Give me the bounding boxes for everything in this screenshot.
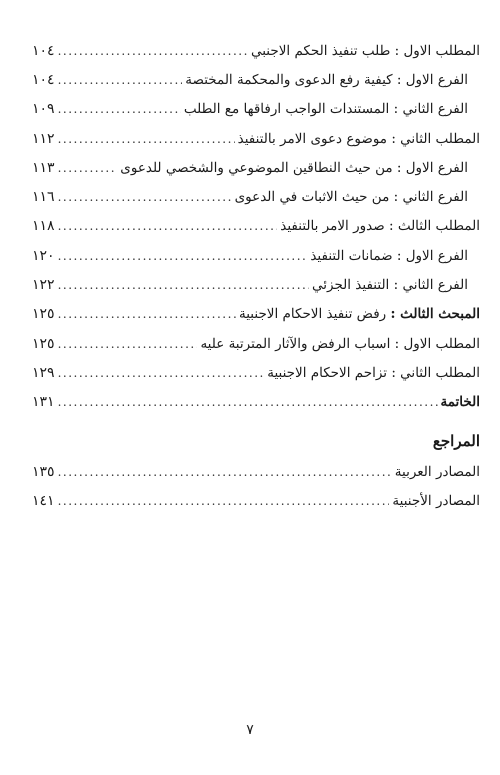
toc-entry-title: الفرع الاول : كيفية رفع الدعوى والمحكمة المختصة	[185, 71, 468, 88]
toc-entry-page: ١١٣	[32, 159, 55, 176]
toc-entry-title: المطلب الثاني : تزاحم الاحكام الاجنبية	[267, 364, 480, 381]
conclusion-label: الخاتمة	[440, 394, 480, 411]
toc-entry	[32, 300, 480, 329]
dot-leader	[58, 219, 278, 233]
toc-entry-title: الفرع الثاني : من حيث الاثبات في الدعوى	[234, 189, 468, 206]
toc-entry-page: ١٢٠	[32, 247, 55, 264]
toc-entry	[32, 153, 480, 182]
toc-entry	[32, 358, 480, 387]
toc-entry	[32, 457, 480, 486]
dot-leader	[58, 132, 235, 146]
dot-leader	[58, 395, 438, 409]
toc-entry-title: المصادر العربية	[394, 463, 480, 480]
toc-entry	[32, 36, 480, 65]
dot-leader	[58, 307, 236, 321]
toc-entry-page: ١٢٥	[32, 306, 55, 323]
toc-entry-page: ١٢٢	[32, 277, 55, 294]
dot-leader	[58, 190, 232, 204]
toc-entry	[32, 241, 480, 270]
toc-entry	[32, 182, 480, 211]
section-lead: المبحث الثالث :	[390, 306, 480, 323]
table-of-contents	[32, 36, 480, 515]
dot-leader	[58, 366, 265, 380]
toc-entry-page: ١٠٩	[32, 101, 55, 118]
toc-entry	[32, 388, 480, 417]
toc-entry-page: ١١٢	[32, 130, 55, 147]
toc-entry	[32, 270, 480, 299]
dot-leader	[58, 465, 392, 479]
toc-entry-page: ١٢٥	[32, 335, 55, 352]
toc-entry-title: الفرع الاول : ضمانات التنفيذ	[310, 247, 468, 264]
toc-entry-page: ١٣٥	[32, 463, 55, 480]
toc-entry-page: ١٢٩	[32, 364, 55, 381]
dot-leader	[58, 102, 181, 116]
toc-entry-title: الفرع الثاني : المستندات الواجب ارفاقها مع الطلب	[183, 101, 468, 118]
toc-entry-title: المطلب الثاني : موضوع دعوى الامر بالتنفيذ	[237, 130, 480, 147]
toc-entry-title	[441, 394, 481, 410]
toc-entry-page: ١٠٤	[32, 71, 55, 88]
toc-entry-page: ١٣١	[32, 394, 55, 411]
section-text: رفض تنفيذ الاحكام الاجنبية	[238, 306, 391, 323]
toc-entry	[32, 95, 480, 124]
dot-leader	[58, 44, 248, 58]
references-heading: المراجع	[432, 431, 480, 450]
dot-leader	[58, 337, 198, 351]
toc-entry-title: المصادر الأجنبية	[392, 492, 480, 509]
page-number: ٧	[246, 722, 254, 738]
dot-leader	[58, 494, 390, 508]
toc-entry	[32, 486, 480, 515]
dot-leader	[58, 73, 183, 87]
toc-entry-title: المطلب الاول : طلب تنفيذ الحكم الاجنبي	[250, 42, 480, 59]
toc-entry	[32, 65, 480, 94]
dot-leader	[58, 278, 309, 292]
toc-entry-page: ١١٨	[32, 218, 55, 235]
toc-entry-page: ١٤١	[32, 492, 55, 509]
toc-entry-title: المطلب الثالث : صدور الامر بالتنفيذ	[280, 218, 480, 235]
toc-entry	[32, 124, 480, 153]
toc-entry-title	[239, 306, 480, 322]
toc-entry-title: الفرع الثاني : التنفيذ الجزئي	[311, 277, 468, 294]
toc-entry	[32, 212, 480, 241]
toc-entry-title: الفرع الاول : من حيث النطاقين الموضوعي والشخصي للدعوى	[120, 159, 468, 176]
toc-entry-page: ١١٦	[32, 189, 55, 206]
references-heading-row	[32, 425, 480, 457]
dot-leader	[58, 161, 118, 175]
toc-entry	[32, 329, 480, 358]
toc-entry-title: المطلب الاول : اسباب الرفض والآثار المترتبة عليه	[200, 335, 480, 352]
toc-entry-page: ١٠٤	[32, 42, 55, 59]
dot-leader	[58, 249, 308, 263]
